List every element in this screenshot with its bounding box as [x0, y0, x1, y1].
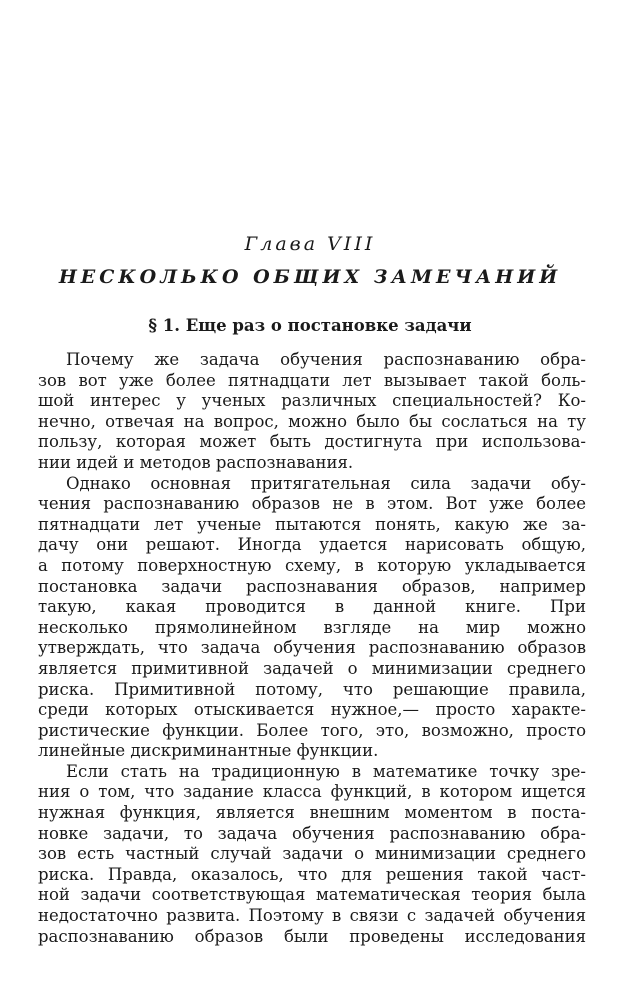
text-line: нужная функция, является внешним моментом в поста-: [38, 803, 586, 823]
text-line: зов есть частный случай задачи о минимизации среднего: [38, 844, 586, 864]
text-line: Если стать на традиционную в математике точку зре-: [66, 761, 586, 781]
text-line: зов вот уже более пятнадцати лет вызывает такой боль-: [38, 370, 586, 390]
text-line: ной задачи соответствующая математическая теория была: [38, 885, 586, 905]
text-line: ния о том, что задание класса функций, в котором ищется: [38, 782, 586, 802]
paragraph-3: [38, 762, 586, 947]
text-line: является примитивной задачей о минимизации среднего: [38, 658, 586, 678]
text-line: нечно, отвечая на вопрос, можно было бы сослаться на ту: [38, 411, 586, 431]
text-line: риска. Примитивной потому, что решающие правила,: [38, 679, 586, 699]
text-line: среди которых отыскивается нужное,— просто характе-: [38, 700, 586, 720]
text-line: чения распознаванию образов не в этом. Вот уже более: [38, 494, 586, 514]
chapter-label: Глава VIII: [244, 233, 376, 255]
text-line: Однако основная притягательная сила задачи обу-: [66, 473, 586, 493]
text-line: нии идей и методов распознавания.: [38, 452, 354, 472]
section-heading: § 1. Еще раз о постановке задачи: [148, 316, 472, 335]
text-line: недостаточно развита. Поэтому в связи с задачей обучения: [38, 906, 586, 926]
text-line: пятнадцати лет ученые пытаются понять, какую же за-: [38, 514, 586, 534]
text-line: утверждать, что задача обучения распознаванию образов: [38, 638, 586, 658]
text-line: дачу они решают. Иногда удается нарисовать общую,: [38, 535, 586, 555]
text-line: а потому поверхностную схему, в которую укладывается: [38, 555, 586, 575]
body-text: [38, 350, 586, 947]
text-line: несколько прямолинейном взгляде на мир можно: [38, 617, 586, 637]
text-line: пользу, которая может быть достигнута при использова-: [38, 432, 586, 452]
text-line: шой интерес у ученых различных специальностей? Ко-: [38, 391, 586, 411]
text-line: линейные дискриминантные функции.: [38, 741, 379, 761]
text-line: постановка задачи распознавания образов, например: [38, 576, 586, 596]
text-line: такую, какая проводится в данной книге. При: [38, 597, 586, 617]
text-line: распознаванию образов были проведены исследования: [38, 926, 586, 946]
text-line: Почему же задача обучения распознаванию обра-: [66, 350, 586, 369]
chapter-title: НЕСКОЛЬКО ОБЩИХ ЗАМЕЧАНИЙ: [58, 266, 562, 288]
text-line: ристические функции. Более того, это, возможно, просто: [38, 720, 586, 740]
text-line: новке задачи, то задача обучения распознаванию обра-: [38, 823, 586, 843]
text-line: риска. Правда, оказалось, что для решения такой част-: [38, 864, 586, 884]
paragraph-1: [38, 350, 586, 474]
paragraph-2: [38, 474, 586, 762]
